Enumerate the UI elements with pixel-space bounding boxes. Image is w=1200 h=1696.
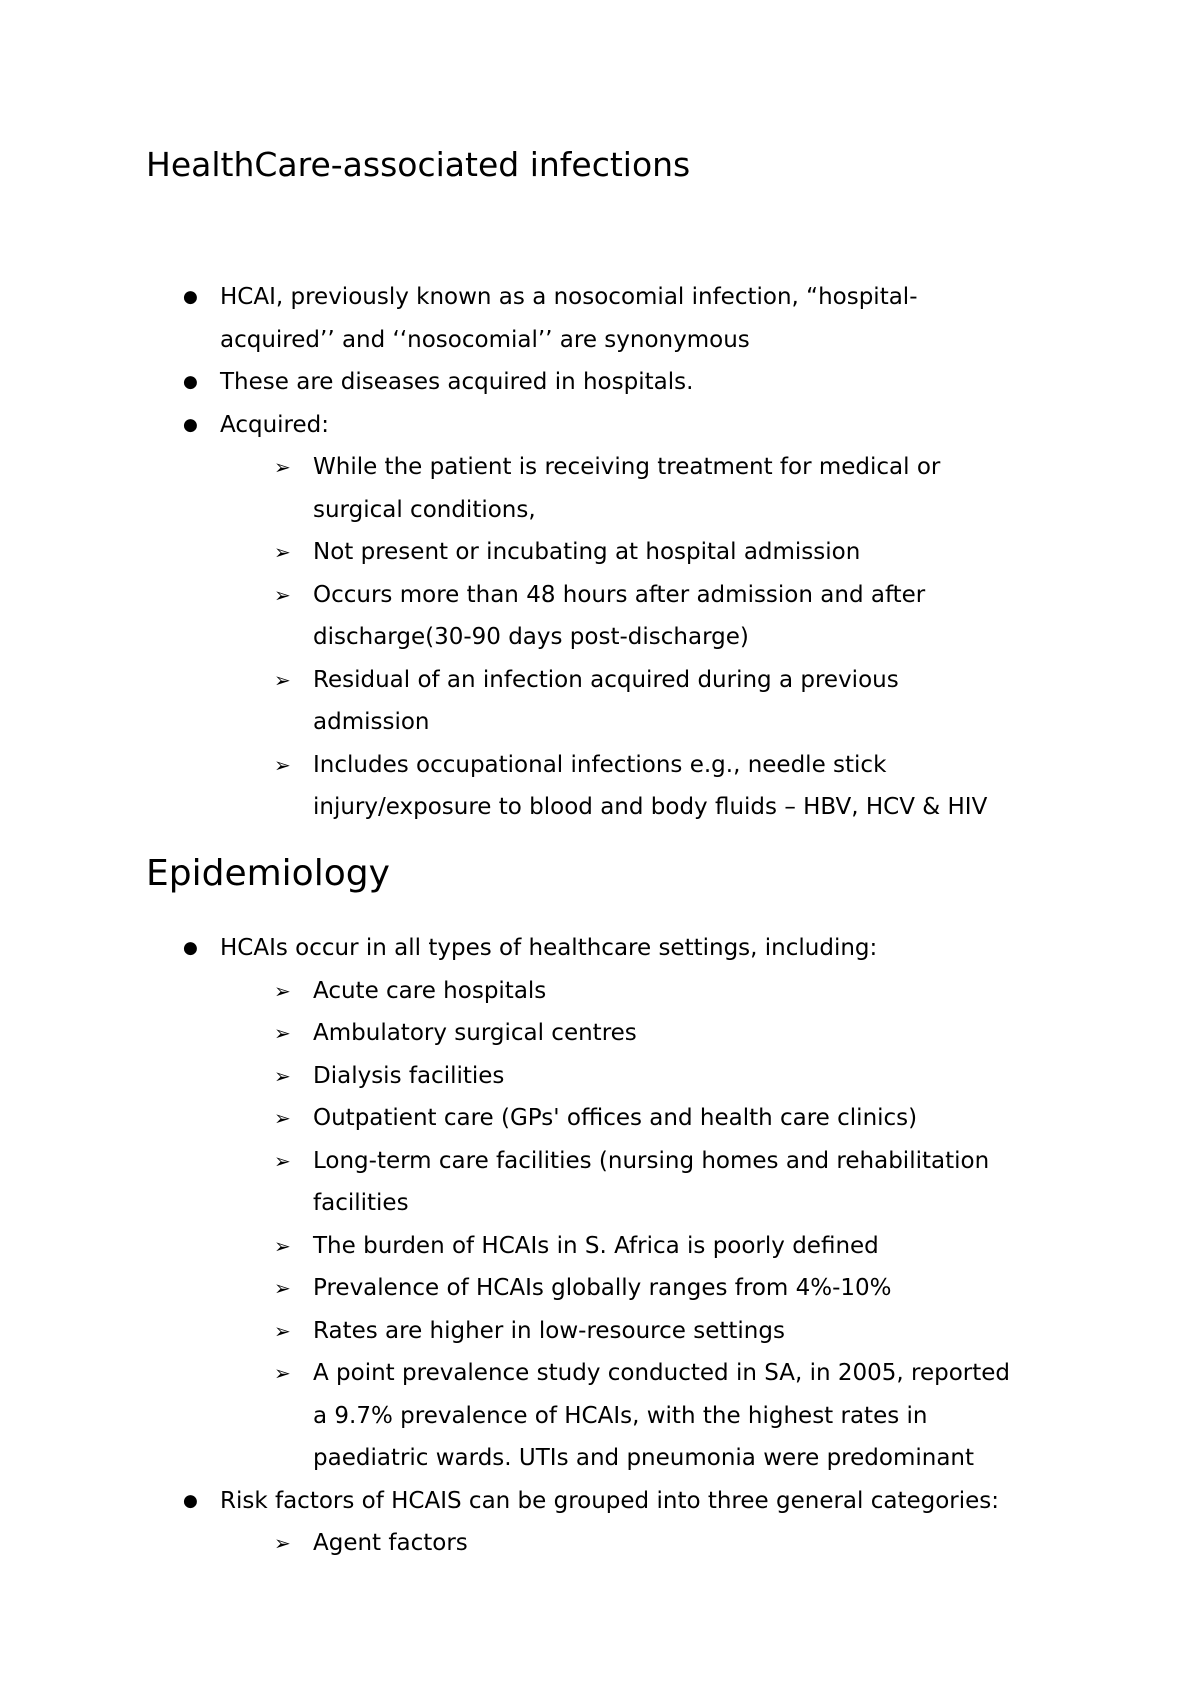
bullet-item — [0, 276, 1200, 319]
sub-bullet-item-continuation — [0, 1437, 1200, 1480]
bullet-item — [0, 1480, 1200, 1523]
sub-bullet-item — [0, 1352, 1200, 1395]
sub-bullet-item — [0, 1012, 1200, 1055]
sub-bullet-text: The burden of HCAIs in S. Africa is poorly defined — [313, 1232, 879, 1259]
bullet-text: HCAI, previously known as a nosocomial infection, “hospital- — [220, 284, 918, 310]
arrow-bullet-icon: ➢ — [274, 1531, 291, 1555]
sub-bullet-text: Dialysis facilities — [313, 1062, 505, 1089]
arrow-bullet-icon: ➢ — [274, 455, 291, 479]
arrow-bullet-icon: ➢ — [274, 1063, 291, 1088]
sub-bullet-item — [0, 574, 1200, 617]
bullet-item-continuation — [0, 319, 1200, 362]
sub-bullet-text: Long-term care facilities (nursing homes and rehabilitation — [313, 1147, 990, 1174]
sub-bullet-item — [0, 744, 1200, 787]
sub-bullet-text: Not present or incubating at hospital admission — [313, 539, 861, 565]
bullet-dot-icon: ● — [183, 372, 198, 392]
sub-bullet-item-continuation — [0, 786, 1200, 829]
bullet-text: These are diseases acquired in hospitals. — [220, 369, 694, 395]
sub-bullet-text: Prevalence of HCAIs globally ranges from 4%-10% — [313, 1275, 892, 1301]
sub-bullet-text: a 9.7% prevalence of HCAIs, with the highest rates in — [313, 1402, 928, 1429]
sub-bullet-item — [0, 1522, 1200, 1565]
arrow-bullet-icon: ➢ — [274, 978, 291, 1003]
sub-bullet-item-continuation — [0, 616, 1200, 659]
bullet-dot-icon: ● — [183, 1490, 198, 1511]
sub-bullet-text: Occurs more than 48 hours after admission and after — [313, 581, 926, 608]
sub-bullet-item-continuation — [0, 1395, 1200, 1438]
sub-bullet-item — [0, 1267, 1200, 1310]
sub-bullet-text: Residual of an infection acquired during a previous — [313, 666, 899, 693]
sub-bullet-item — [0, 1310, 1200, 1353]
sub-bullet-item — [0, 1225, 1200, 1268]
bullet-dot-icon: ● — [183, 287, 198, 307]
sub-bullet-item — [0, 970, 1200, 1013]
bullet-text: Risk factors of HCAIS can be grouped into three general categories: — [220, 1487, 1000, 1514]
intro-bullet-list — [0, 276, 1200, 829]
arrow-bullet-icon: ➢ — [274, 667, 291, 692]
sub-bullet-text: injury/exposure to blood and body fluids – HBV, HCV & HIV — [313, 794, 988, 820]
sub-bullet-text: admission — [313, 709, 430, 735]
sub-bullet-text: surgical conditions, — [313, 496, 536, 523]
section-heading-epidemiology: Epidemiology — [146, 853, 390, 894]
arrow-bullet-icon: ➢ — [274, 1361, 291, 1385]
bullet-item — [0, 927, 1200, 970]
sub-bullet-item — [0, 1140, 1200, 1183]
arrow-bullet-icon: ➢ — [274, 1318, 291, 1343]
bullet-text: HCAIs occur in all types of healthcare settings, including: — [220, 935, 878, 961]
sub-bullet-text: Acute care hospitals — [313, 977, 547, 1004]
page-title: HealthCare-associated infections — [146, 145, 691, 184]
arrow-bullet-icon: ➢ — [274, 540, 291, 564]
sub-bullet-text: Agent factors — [313, 1530, 468, 1556]
sub-bullet-text: Ambulatory surgical centres — [313, 1020, 637, 1046]
sub-bullet-text: Includes occupational infections e.g., needle stick — [313, 751, 887, 778]
arrow-bullet-icon: ➢ — [274, 1148, 291, 1173]
sub-bullet-item-continuation — [0, 1182, 1200, 1225]
bullet-text: acquired’’ and ‘‘nosocomial’’ are synonymous — [220, 326, 750, 353]
sub-bullet-text: discharge(30-90 days post-discharge) — [313, 624, 749, 650]
sub-bullet-item — [0, 446, 1200, 489]
bullet-dot-icon: ● — [183, 938, 198, 958]
sub-bullet-text: While the patient is receiving treatment for medical or — [313, 454, 941, 480]
epidemiology-bullet-list — [0, 927, 1200, 1565]
bullet-text: Acquired: — [220, 411, 329, 438]
bullet-item — [0, 404, 1200, 447]
sub-bullet-item — [0, 531, 1200, 574]
sub-bullet-item-continuation — [0, 489, 1200, 532]
arrow-bullet-icon: ➢ — [274, 1021, 291, 1045]
sub-bullet-text: facilities — [313, 1190, 409, 1216]
arrow-bullet-icon: ➢ — [274, 1106, 291, 1130]
bullet-dot-icon: ● — [183, 414, 198, 435]
sub-bullet-text: A point prevalence study conducted in SA, in 2005, reported — [313, 1360, 1011, 1386]
arrow-bullet-icon: ➢ — [274, 582, 291, 607]
sub-bullet-item-continuation — [0, 701, 1200, 744]
sub-bullet-item — [0, 659, 1200, 702]
arrow-bullet-icon: ➢ — [274, 1276, 291, 1300]
sub-bullet-item — [0, 1055, 1200, 1098]
sub-bullet-text: Outpatient care (GPs' offices and health care clinics) — [313, 1105, 918, 1131]
sub-bullet-text: paediatric wards. UTIs and pneumonia were predominant — [313, 1445, 975, 1471]
bullet-item — [0, 361, 1200, 404]
sub-bullet-text: Rates are higher in low-resource settings — [313, 1317, 785, 1344]
sub-bullet-item — [0, 1097, 1200, 1140]
arrow-bullet-icon: ➢ — [274, 1233, 291, 1258]
arrow-bullet-icon: ➢ — [274, 752, 291, 777]
